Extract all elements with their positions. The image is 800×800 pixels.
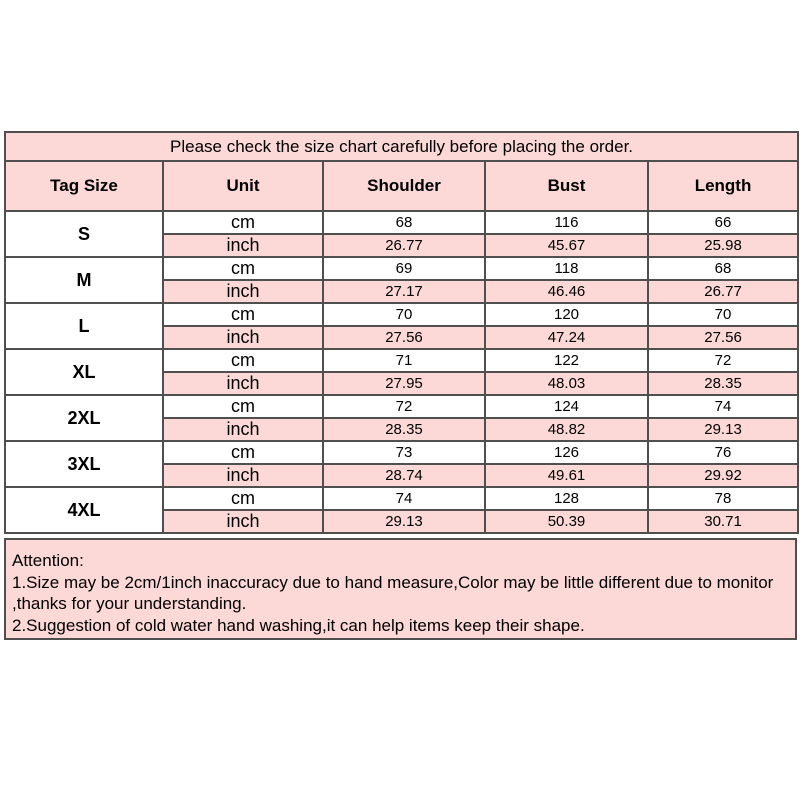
unit-cell-cm: cm [163, 349, 323, 372]
unit-cell-inch: inch [163, 510, 323, 533]
measurement-cell: 30.71 [648, 510, 798, 533]
measurement-cell: 72 [323, 395, 485, 418]
measurement-cell: 47.24 [485, 326, 648, 349]
table-row-2xl-cm [5, 395, 798, 418]
measurement-cell: 68 [648, 257, 798, 280]
measurement-cell: 70 [648, 303, 798, 326]
measurement-cell: 122 [485, 349, 648, 372]
measurement-cell: 69 [323, 257, 485, 280]
unit-cell-inch: inch [163, 326, 323, 349]
measurement-cell: 28.35 [323, 418, 485, 441]
measurement-cell: 29.92 [648, 464, 798, 487]
unit-cell-inch: inch [163, 418, 323, 441]
measurement-cell: 116 [485, 211, 648, 234]
size-cell-xl: XL [5, 349, 163, 395]
measurement-cell: 124 [485, 395, 648, 418]
measurement-cell: 29.13 [648, 418, 798, 441]
unit-cell-inch: inch [163, 280, 323, 303]
unit-cell-cm: cm [163, 211, 323, 234]
attention-heading: Attention: [12, 551, 84, 570]
measurement-cell: 26.77 [648, 280, 798, 303]
measurement-cell: 28.74 [323, 464, 485, 487]
unit-cell-inch: inch [163, 372, 323, 395]
attention-lines [12, 572, 791, 637]
size-cell-4xl: 4XL [5, 487, 163, 533]
measurement-cell: 74 [648, 395, 798, 418]
measurement-cell: 66 [648, 211, 798, 234]
size-cell-m: M [5, 257, 163, 303]
table-row-4xl-cm [5, 487, 798, 510]
attention-note [4, 538, 797, 640]
measurement-cell: 48.82 [485, 418, 648, 441]
size-cell-2xl: 2XL [5, 395, 163, 441]
measurement-cell: 72 [648, 349, 798, 372]
size-cell-3xl: 3XL [5, 441, 163, 487]
size-cell-s: S [5, 211, 163, 257]
column-header-bust: Bust [485, 161, 648, 211]
size-chart-container [4, 131, 797, 640]
unit-cell-cm: cm [163, 487, 323, 510]
measurement-cell: 74 [323, 487, 485, 510]
measurement-cell: 68 [323, 211, 485, 234]
measurement-cell: 70 [323, 303, 485, 326]
table-row-xl-cm [5, 349, 798, 372]
measurement-cell: 78 [648, 487, 798, 510]
measurement-cell: 50.39 [485, 510, 648, 533]
measurement-cell: 120 [485, 303, 648, 326]
measurement-cell: 25.98 [648, 234, 798, 257]
attention-line: 1.Size may be 2cm/1inch inaccuracy due to hand measure,Color may be little different due to monitor [12, 572, 774, 592]
measurement-cell: 27.56 [323, 326, 485, 349]
measurement-cell: 73 [323, 441, 485, 464]
column-header-tag-size: Tag Size [5, 161, 163, 211]
unit-cell-inch: inch [163, 234, 323, 257]
measurement-cell: 28.35 [648, 372, 798, 395]
measurement-cell: 48.03 [485, 372, 648, 395]
table-row-s-cm [5, 211, 798, 234]
unit-cell-cm: cm [163, 257, 323, 280]
unit-cell-cm: cm [163, 303, 323, 326]
column-header-shoulder: Shoulder [323, 161, 485, 211]
table-row-l-cm [5, 303, 798, 326]
size-chart-table [4, 131, 799, 534]
measurement-cell: 126 [485, 441, 648, 464]
attention-line: ,thanks for your understanding. [12, 594, 247, 613]
measurement-cell: 29.13 [323, 510, 485, 533]
measurement-cell: 27.56 [648, 326, 798, 349]
measurement-cell: 49.61 [485, 464, 648, 487]
measurement-cell: 76 [648, 441, 798, 464]
measurement-cell: 27.95 [323, 372, 485, 395]
measurement-cell: 71 [323, 349, 485, 372]
unit-cell-cm: cm [163, 441, 323, 464]
table-row-3xl-cm [5, 441, 798, 464]
column-header-unit: Unit [163, 161, 323, 211]
table-header-row [5, 161, 798, 211]
column-header-length: Length [648, 161, 798, 211]
table-row-m-cm [5, 257, 798, 280]
size-cell-l: L [5, 303, 163, 349]
measurement-cell: 45.67 [485, 234, 648, 257]
measurement-cell: 27.17 [323, 280, 485, 303]
table-title: Please check the size chart carefully before placing the order. [5, 132, 798, 161]
measurement-cell: 26.77 [323, 234, 485, 257]
table-title-row [5, 132, 798, 161]
measurement-cell: 46.46 [485, 280, 648, 303]
attention-line: 2.Suggestion of cold water hand washing,it can help items keep their shape. [12, 615, 585, 635]
unit-cell-inch: inch [163, 464, 323, 487]
measurement-cell: 118 [485, 257, 648, 280]
measurement-cell: 128 [485, 487, 648, 510]
unit-cell-cm: cm [163, 395, 323, 418]
